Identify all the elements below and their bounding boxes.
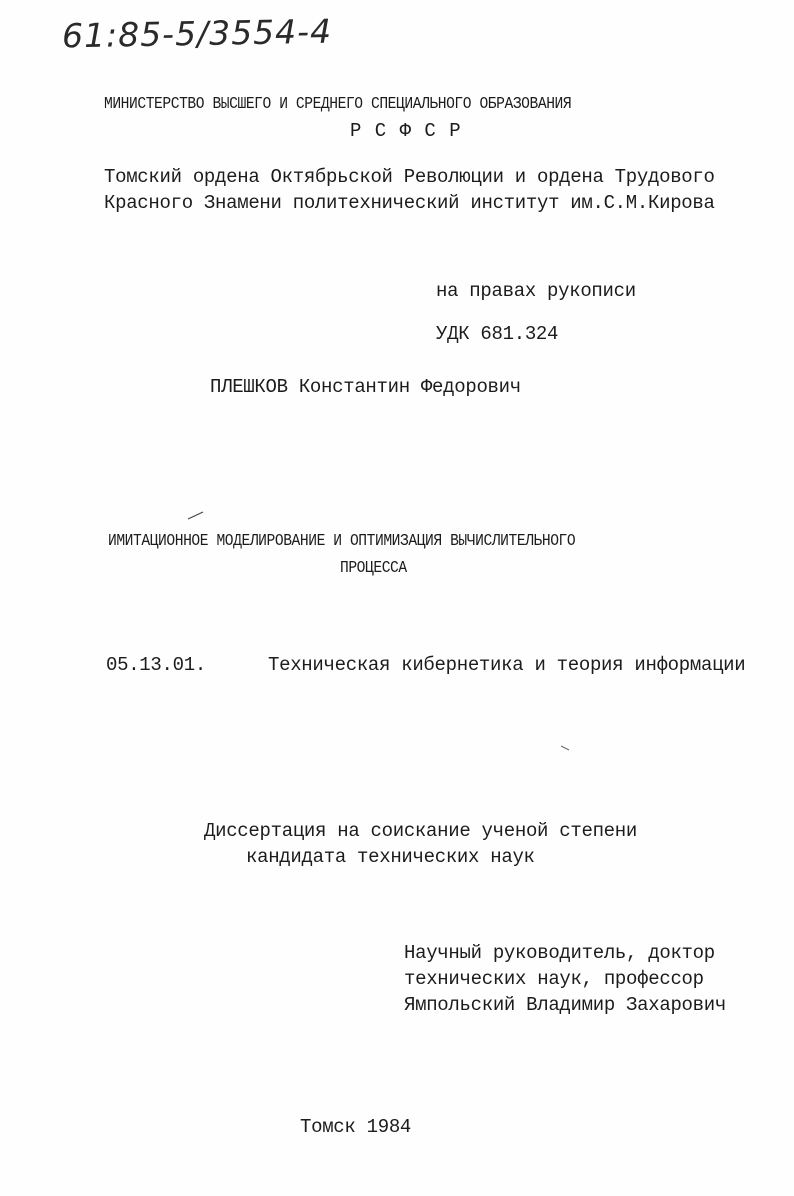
dissertation-title-line-1: ИМИТАЦИОННОЕ МОДЕЛИРОВАНИЕ И ОПТИМИЗАЦИЯ ВЫЧИСЛИТЕЛЬНОГО — [108, 532, 576, 551]
specialty-name: Техническая кибернетика и теория информации — [268, 654, 746, 676]
author-name: ПЛЕШКОВ Константин Федорович — [210, 376, 521, 398]
dissertation-title-line-2: ПРОЦЕССА — [340, 559, 407, 578]
pen-mark — [186, 508, 206, 522]
handwritten-archive-note: 61:85-5/3554-4 — [61, 11, 333, 56]
supervisor-line-1: Научный руководитель, доктор — [404, 942, 715, 964]
manuscript-note: на правах рукописи — [436, 280, 636, 302]
stray-mark — [560, 744, 572, 752]
degree-line-2: кандидата технических наук — [246, 846, 535, 868]
institute-line-1: Томский ордена Октябрьской Революции и ордена Трудового — [104, 166, 715, 188]
specialty-code: 05.13.01. — [106, 654, 206, 676]
supervisor-line-3: Ямпольский Владимир Захарович — [404, 994, 726, 1016]
republic-heading: Р С Ф С Р — [350, 120, 462, 142]
city-year: Томск 1984 — [300, 1116, 412, 1138]
udc-code: УДК 681.324 — [436, 323, 559, 345]
ministry-heading: МИНИСТЕРСТВО ВЫСШЕГО И СРЕДНЕГО СПЕЦИАЛЬНОГО ОБРАЗОВАНИЯ — [104, 95, 572, 114]
supervisor-line-2: технических наук, профессор — [404, 968, 704, 990]
degree-line-1: Диссертация на соискание ученой степени — [204, 820, 637, 842]
institute-line-2: Красного Знамени политехнический институт им.С.М.Кирова — [104, 192, 715, 214]
